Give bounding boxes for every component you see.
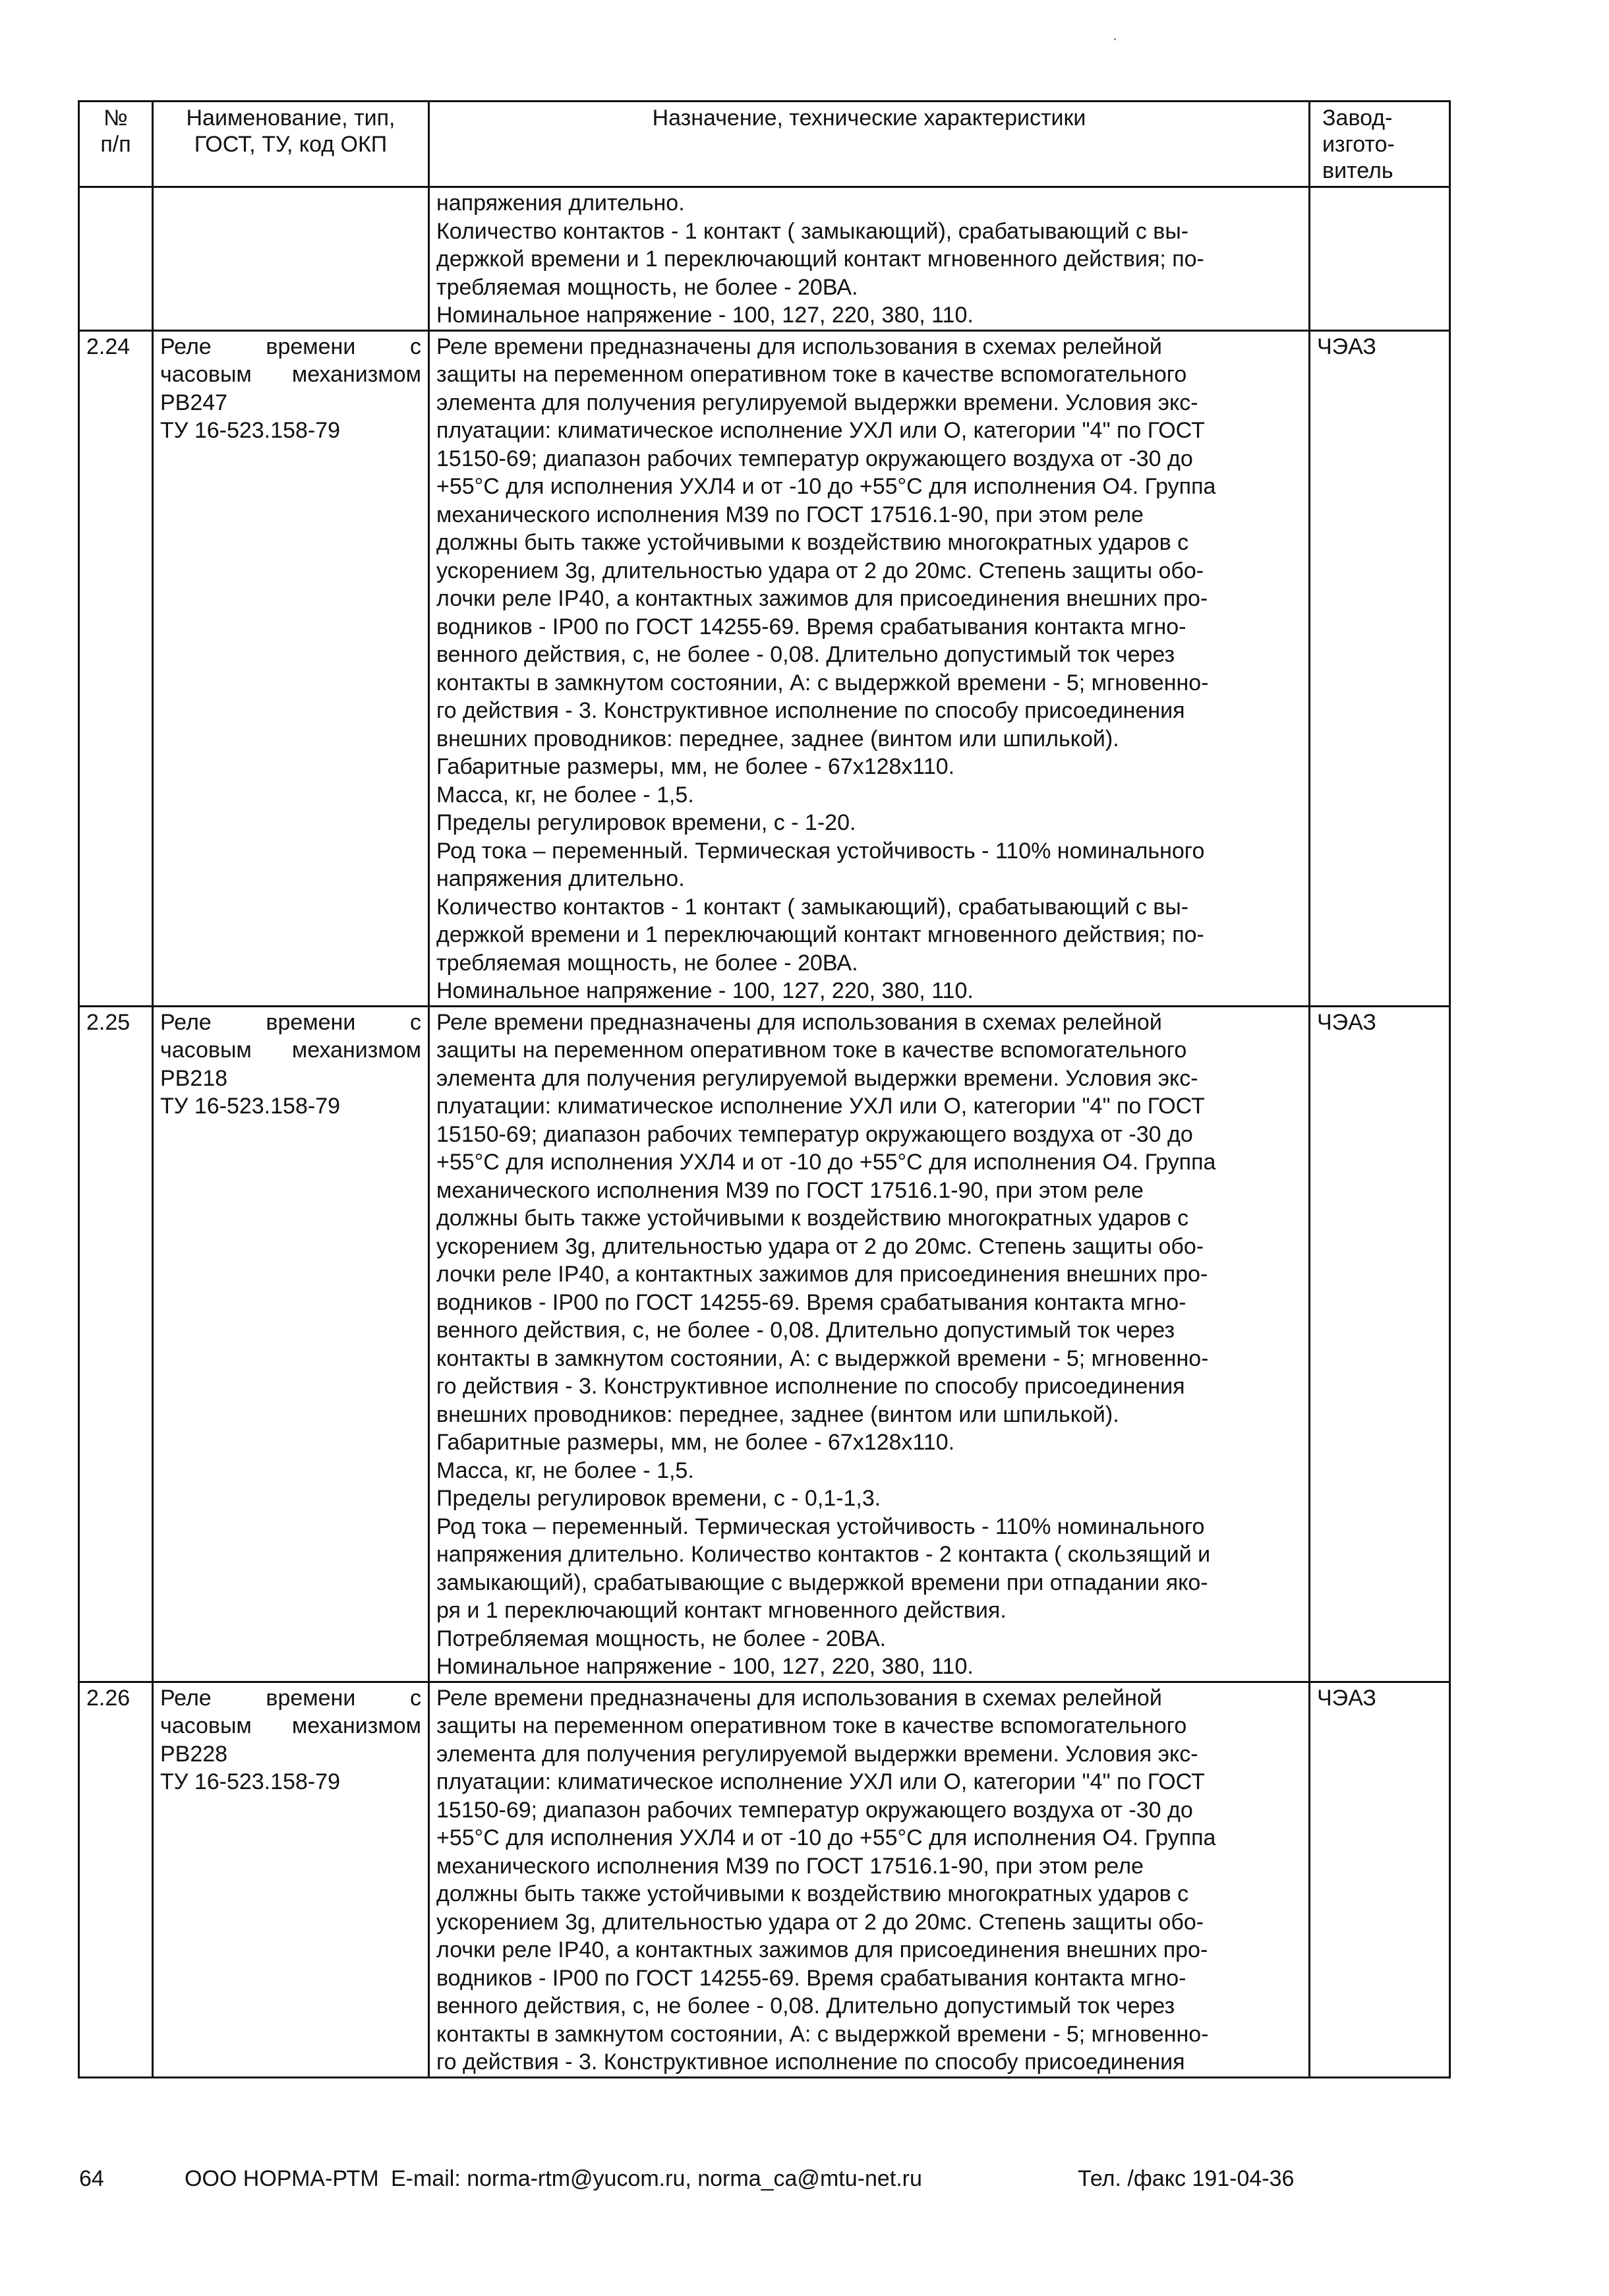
desc-line: лочки реле IP40, а контактных зажимов для присоединения внешних про-	[436, 586, 1208, 611]
desc-line: требляемая мощность, не более - 20ВА.	[436, 950, 858, 976]
header-num-line: п/п	[100, 132, 131, 157]
desc-line: элемента для получения регулируемой выдержки времени. Условия экс-	[436, 1065, 1198, 1091]
header-manufacturer	[1310, 102, 1450, 187]
item-description	[436, 333, 1302, 1005]
item-number: 2.25	[79, 1006, 153, 1682]
desc-line: Реле времени предназначены для использования в схемах релейной	[436, 1685, 1162, 1711]
item-name-line: РВ247	[160, 390, 228, 415]
desc-line: го действия - 3. Конструктивное исполнение по способу присоединения	[436, 2049, 1185, 2075]
desc-line: Пределы регулировок времени, с - 0,1-1,3.	[436, 1486, 881, 1511]
table-row	[79, 1006, 1450, 1682]
desc-line: плуатации: климатическое исполнение УХЛ или О, категории "4" по ГОСТ	[436, 1094, 1205, 1119]
desc-line: контакты в замкнутом состоянии, А: с выдержкой времени - 5; мгновенно-	[436, 1345, 1209, 1371]
desc-line: плуатации: климатическое исполнение УХЛ или О, категории "4" по ГОСТ	[436, 418, 1205, 443]
header-desc	[429, 102, 1310, 187]
company-name: ООО НОРМА-РТМ	[185, 2166, 379, 2191]
item-name-line: Реле времени с	[160, 1009, 421, 1035]
header-manufacturer-line: Завод-	[1322, 105, 1393, 131]
desc-line: Пределы регулировок времени, с - 1-20.	[436, 810, 856, 835]
desc-line: защиты на переменном оперативном токе в качестве вспомогательного	[436, 1713, 1187, 1738]
item-name-line: часовым механизмом	[160, 362, 421, 387]
desc-line: механического исполнения М39 по ГОСТ 17516.1-90, при этом реле	[436, 502, 1144, 527]
desc-line: элемента для получения регулируемой выдержки времени. Условия экс-	[436, 1741, 1198, 1767]
item-name-line: РВ218	[160, 1065, 228, 1091]
item-name-line: РВ228	[160, 1741, 228, 1767]
desc-line: Потребляемая мощность, не более - 20ВА.	[436, 1626, 887, 1651]
desc-line: напряжения длительно.	[436, 191, 685, 216]
header-manufacturer-line: витель	[1322, 158, 1393, 183]
desc-line: Род тока – переменный. Термическая устойчивость - 110% номинального	[436, 838, 1205, 864]
header-desc-line: Назначение, технические характеристики	[652, 105, 1086, 131]
desc-line: 15150-69; диапазон рабочих температур окружающего воздуха от -30 до	[436, 1121, 1193, 1147]
desc-line: лочки реле IP40, а контактных зажимов для присоединения внешних про-	[436, 1937, 1208, 1962]
page-number: 64	[79, 2166, 104, 2191]
desc-line: ускорением 3g, длительностью удара от 2 до 20мс. Степень защиты обо-	[436, 1909, 1204, 1935]
item-description	[436, 1009, 1302, 1681]
desc-line: Масса, кг, не более - 1,5.	[436, 1457, 694, 1483]
desc-line: водников - IP00 по ГОСТ 14255-69. Время срабатывания контакта мгно-	[436, 614, 1186, 639]
contact-phone: Тел. /факс 191-04-36	[1078, 2166, 1295, 2191]
desc-line: Количество контактов - 1 контакт ( замыкающий), срабатывающий с вы-	[436, 218, 1189, 244]
desc-line: Габаритные размеры, мм, не более - 67х128х110.	[436, 1430, 955, 1455]
desc-line: контакты в замкнутом состоянии, А: с выдержкой времени - 5; мгновенно-	[436, 670, 1209, 695]
item-name-line: часовым механизмом	[160, 1038, 421, 1063]
header-num-line: №	[103, 105, 128, 131]
desc-line: Номинальное напряжение - 100, 127, 220, 380, 110.	[436, 978, 974, 1003]
item-manufacturer: ЧЭАЗ	[1310, 1006, 1450, 1682]
continuation-name-cell	[153, 187, 429, 331]
item-manufacturer: ЧЭАЗ	[1310, 330, 1450, 1006]
product-table	[78, 100, 1451, 2078]
header-name-line: ГОСТ, ТУ, код ОКП	[194, 132, 388, 157]
item-name-cell	[153, 330, 429, 1006]
desc-line: контакты в замкнутом состоянии, А: с выдержкой времени - 5; мгновенно-	[436, 2021, 1209, 2047]
desc-line: Количество контактов - 1 контакт ( замыкающий), срабатывающий с вы-	[436, 894, 1189, 920]
item-name-line: ТУ 16-523.158-79	[160, 1094, 340, 1119]
desc-line: венного действия, с, не более - 0,08. Длительно допустимый ток через	[436, 1318, 1175, 1343]
desc-line: механического исполнения М39 по ГОСТ 17516.1-90, при этом реле	[436, 1177, 1144, 1203]
desc-line: го действия - 3. Конструктивное исполнение по способу присоединения	[436, 1374, 1185, 1399]
desc-line: напряжения длительно.	[436, 866, 685, 891]
item-name-line: Реле времени с	[160, 1685, 421, 1711]
desc-line: +55°С для исполнения УХЛ4 и от -10 до +55°С для исполнения О4. Группа	[436, 1150, 1216, 1175]
desc-line: держкой времени и 1 переключающий контакт мгновенного действия; по-	[436, 247, 1204, 272]
item-description	[436, 1684, 1302, 2076]
item-description-cell	[429, 1006, 1310, 1682]
desc-line: замыкающий), срабатывающие с выдержкой времени при отпадании яко-	[436, 1570, 1208, 1595]
desc-line: Габаритные размеры, мм, не более - 67х128х110.	[436, 754, 955, 779]
desc-line: ускорением 3g, длительностью удара от 2 до 20мс. Степень защиты обо-	[436, 1233, 1204, 1259]
desc-line: должны быть также устойчивыми к воздействию многократных ударов с	[436, 1881, 1189, 1906]
item-manufacturer: ЧЭАЗ	[1310, 1682, 1450, 2077]
continuation-manufacturer-cell	[1310, 187, 1450, 331]
desc-line: Род тока – переменный. Термическая устойчивость - 110% номинального	[436, 1514, 1205, 1539]
desc-line: +55°С для исполнения УХЛ4 и от -10 до +55°С для исполнения О4. Группа	[436, 1825, 1216, 1850]
item-number: 2.26	[79, 1682, 153, 2077]
desc-line: плуатации: климатическое исполнение УХЛ или О, категории "4" по ГОСТ	[436, 1769, 1205, 1794]
continuation-desc	[436, 189, 1302, 330]
desc-line: ря и 1 переключающий контакт мгновенного действия.	[436, 1598, 1007, 1623]
item-name-line: ТУ 16-523.158-79	[160, 418, 340, 443]
header-name-line: Наименование, тип,	[186, 105, 395, 131]
desc-line: го действия - 3. Конструктивное исполнение по способу присоединения	[436, 698, 1185, 723]
desc-line: венного действия, с, не более - 0,08. Длительно допустимый ток через	[436, 642, 1175, 667]
item-name-line: ТУ 16-523.158-79	[160, 1769, 340, 1794]
item-name-cell	[153, 1006, 429, 1682]
desc-line: элемента для получения регулируемой выдержки времени. Условия экс-	[436, 390, 1198, 415]
table-header-row	[79, 102, 1450, 187]
item-name-cell	[153, 1682, 429, 2077]
item-name-line: Реле времени с	[160, 334, 421, 359]
desc-line: защиты на переменном оперативном токе в качестве вспомогательного	[436, 362, 1187, 387]
desc-line: Реле времени предназначены для использования в схемах релейной	[436, 1009, 1162, 1035]
table-row	[79, 1682, 1450, 2077]
desc-line: требляемая мощность, не более - 20ВА.	[436, 274, 858, 300]
desc-line: венного действия, с, не более - 0,08. Длительно допустимый ток через	[436, 1993, 1175, 2018]
contact-email: E-mail: norma-rtm@yucom.ru, norma_ca@mtu-net.ru	[391, 2166, 922, 2191]
desc-line: водников - IP00 по ГОСТ 14255-69. Время срабатывания контакта мгно-	[436, 1965, 1186, 1991]
table-row	[79, 330, 1450, 1006]
desc-line: лочки реле IP40, а контактных зажимов для присоединения внешних про-	[436, 1262, 1208, 1287]
header-num	[79, 102, 153, 187]
scan-speck	[1114, 38, 1116, 40]
item-name-line: часовым механизмом	[160, 1713, 421, 1738]
desc-line: напряжения длительно. Количество контактов - 2 контакта ( скользящий и	[436, 1542, 1211, 1567]
desc-line: должны быть также устойчивыми к воздействию многократных ударов с	[436, 1206, 1189, 1231]
desc-line: механического исполнения М39 по ГОСТ 17516.1-90, при этом реле	[436, 1853, 1144, 1879]
header-manufacturer-line: изгото-	[1322, 132, 1395, 157]
desc-line: Номинальное напряжение - 100, 127, 220, 380, 110.	[436, 1654, 974, 1679]
desc-line: Масса, кг, не более - 1,5.	[436, 782, 694, 808]
continuation-num-cell	[79, 187, 153, 331]
desc-line: 15150-69; диапазон рабочих температур окружающего воздуха от -30 до	[436, 446, 1193, 471]
desc-line: держкой времени и 1 переключающий контакт мгновенного действия; по-	[436, 922, 1204, 947]
desc-line: Реле времени предназначены для использования в схемах релейной	[436, 334, 1162, 359]
desc-line: +55°С для исполнения УХЛ4 и от -10 до +55°С для исполнения О4. Группа	[436, 474, 1216, 499]
item-description-cell	[429, 1682, 1310, 2077]
desc-line: 15150-69; диапазон рабочих температур окружающего воздуха от -30 до	[436, 1797, 1193, 1823]
table-row-continuation	[79, 187, 1450, 331]
desc-line: внешних проводников: переднее, заднее (винтом или шпилькой).	[436, 726, 1119, 751]
desc-line: должны быть также устойчивыми к воздействию многократных ударов с	[436, 530, 1189, 555]
item-description-cell	[429, 330, 1310, 1006]
continuation-desc-cell	[429, 187, 1310, 331]
header-name	[153, 102, 429, 187]
desc-line: внешних проводников: переднее, заднее (винтом или шпилькой).	[436, 1401, 1119, 1427]
desc-line: водников - IP00 по ГОСТ 14255-69. Время срабатывания контакта мгно-	[436, 1289, 1186, 1315]
desc-line: ускорением 3g, длительностью удара от 2 до 20мс. Степень защиты обо-	[436, 558, 1204, 583]
item-number: 2.24	[79, 330, 153, 1006]
desc-line: Номинальное напряжение - 100, 127, 220, 380, 110.	[436, 303, 974, 328]
desc-line: защиты на переменном оперативном токе в качестве вспомогательного	[436, 1038, 1187, 1063]
